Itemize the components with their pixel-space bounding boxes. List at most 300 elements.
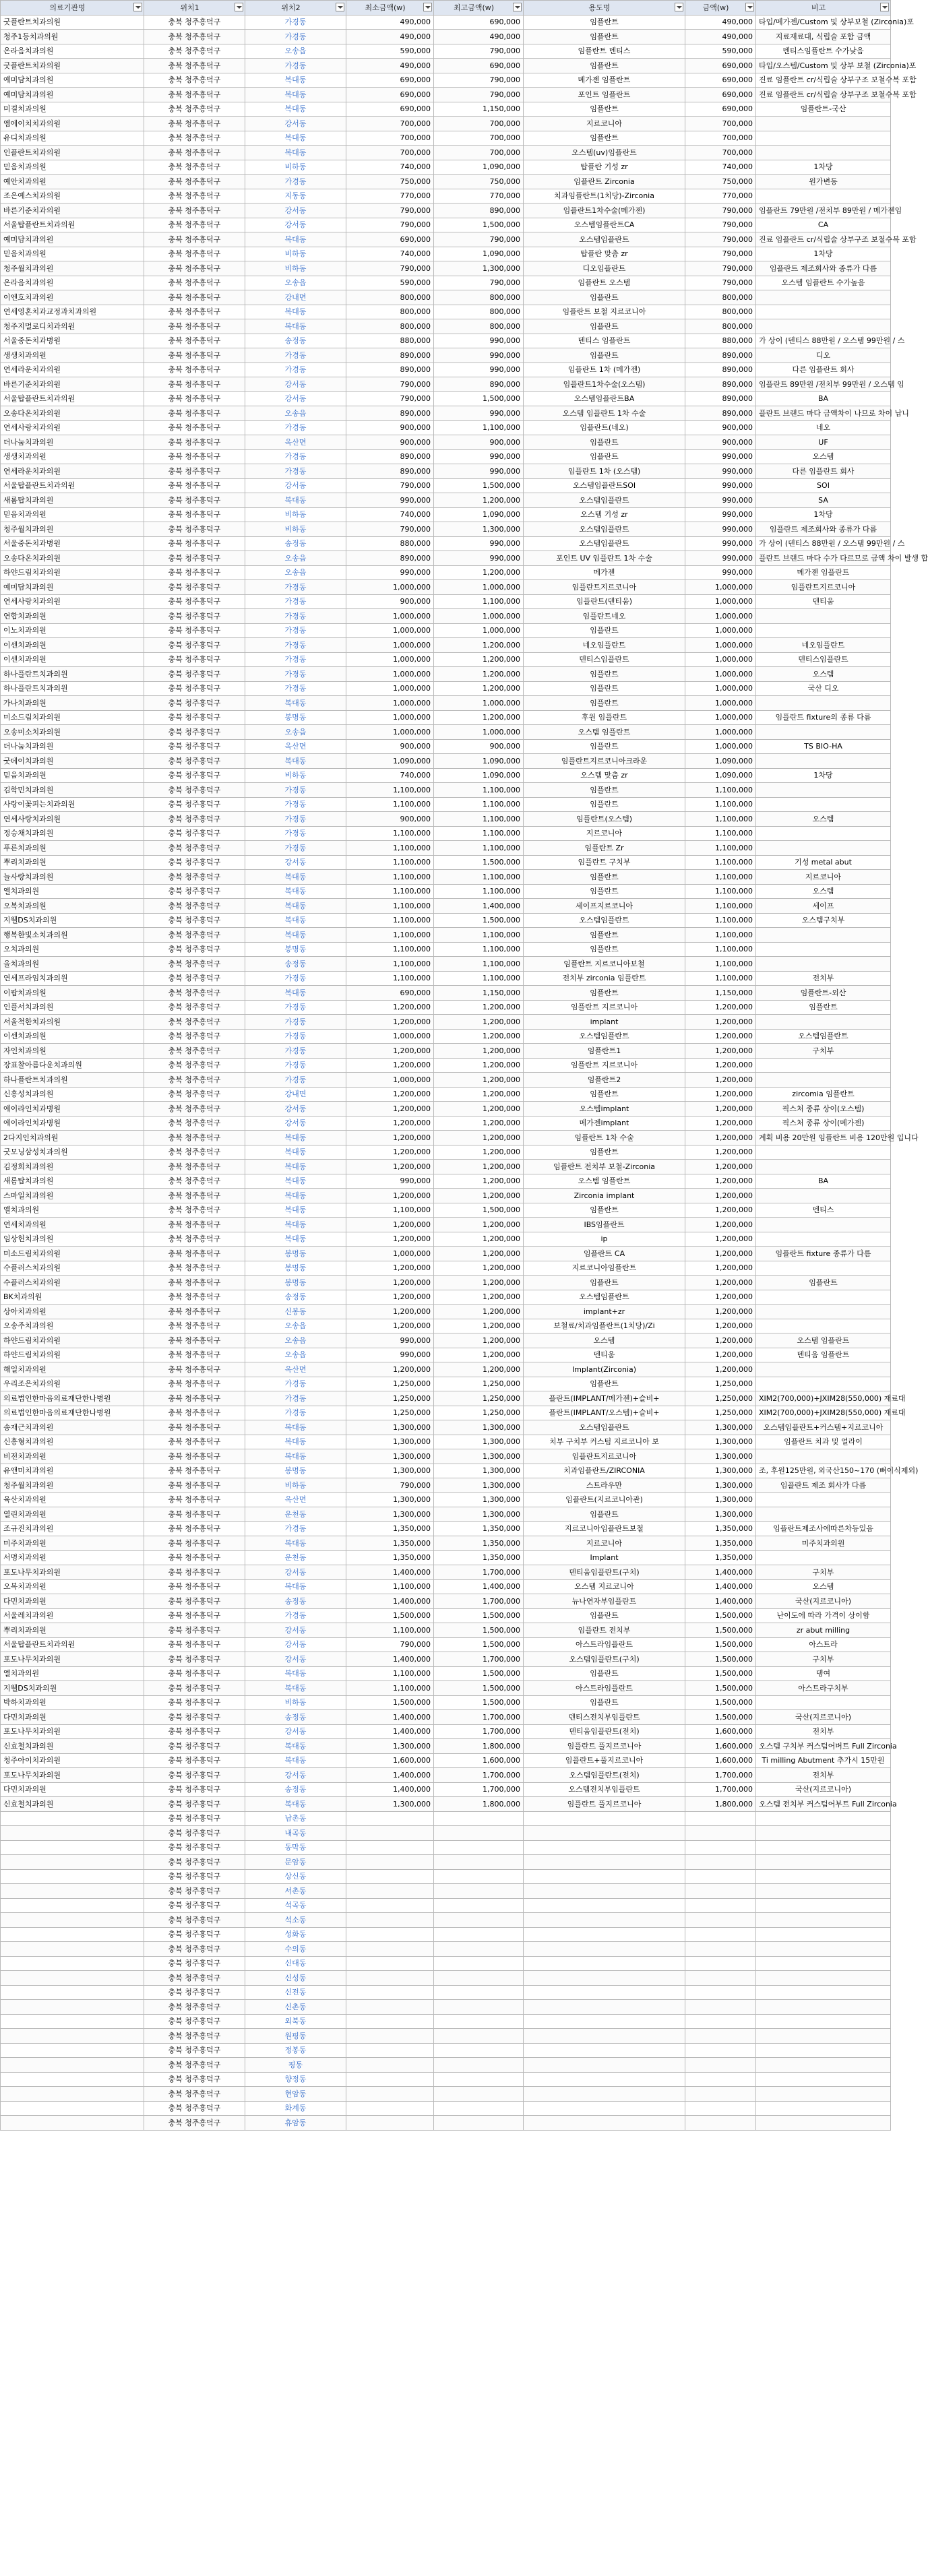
cell-usage[interactable]: 오스템전치부임플란트 — [524, 1782, 685, 1797]
cell-location2[interactable]: 상신동 — [245, 1869, 346, 1884]
cell-location2[interactable]: 강서동 — [245, 478, 346, 493]
cell-max-price[interactable]: 1,100,000 — [434, 812, 524, 827]
cell-max-price[interactable] — [434, 1927, 524, 1942]
cell-max-price[interactable]: 1,400,000 — [434, 899, 524, 914]
cell-location2[interactable]: 복대동 — [245, 754, 346, 769]
cell-location1[interactable]: 충북 청주흥덕구 — [144, 1840, 245, 1855]
cell-max-price[interactable]: 490,000 — [434, 30, 524, 44]
cell-max-price[interactable] — [434, 1840, 524, 1855]
cell-location2[interactable]: 복대동 — [245, 102, 346, 117]
cell-price[interactable]: 1,200,000 — [685, 1261, 756, 1276]
cell-institution[interactable]: 서울탑플란트치과의원 — [1, 478, 144, 493]
cell-location1[interactable]: 충북 청주흥덕구 — [144, 768, 245, 783]
cell-institution[interactable]: 유디치과의원 — [1, 131, 144, 146]
cell-min-price[interactable]: 890,000 — [346, 464, 434, 479]
cell-note[interactable]: 임플란트 치과 및 얼라이 — [756, 1435, 891, 1449]
cell-usage[interactable]: 임플란트 오스템 — [524, 276, 685, 290]
cell-max-price[interactable] — [434, 1956, 524, 1971]
cell-location2[interactable]: 복대동 — [245, 1420, 346, 1435]
cell-location2[interactable]: 평동 — [245, 2058, 346, 2073]
cell-usage[interactable]: 아스트라임플란트 — [524, 1681, 685, 1696]
cell-note[interactable] — [756, 1913, 891, 1928]
cell-usage[interactable]: 뉴나연자부임플란트 — [524, 1594, 685, 1609]
cell-price[interactable]: 1,400,000 — [685, 1565, 756, 1580]
cell-location1[interactable]: 충북 청주흥덕구 — [144, 2000, 245, 2015]
cell-price[interactable] — [685, 2072, 756, 2087]
cell-max-price[interactable]: 1,200,000 — [434, 1000, 524, 1015]
cell-usage[interactable]: 보철료/치과임플란트(1치당)/Zi — [524, 1319, 685, 1333]
cell-price[interactable] — [685, 2043, 756, 2058]
cell-location1[interactable]: 충북 청주흥덕구 — [144, 1189, 245, 1203]
cell-institution[interactable]: 김학민치과의원 — [1, 783, 144, 798]
cell-min-price[interactable]: 1,500,000 — [346, 1695, 434, 1710]
cell-usage[interactable]: 임플란트 — [524, 928, 685, 943]
cell-price[interactable]: 700,000 — [685, 117, 756, 131]
cell-max-price[interactable]: 1,200,000 — [434, 1131, 524, 1145]
cell-location2[interactable]: 강서동 — [245, 1623, 346, 1638]
cell-note[interactable]: 오스템 — [756, 1579, 891, 1594]
cell-location2[interactable]: 복대동 — [245, 493, 346, 508]
cell-max-price[interactable]: 790,000 — [434, 276, 524, 290]
cell-usage[interactable]: 임플란트2 — [524, 1073, 685, 1088]
cell-max-price[interactable]: 1,700,000 — [434, 1594, 524, 1609]
cell-location1[interactable]: 충북 청주흥덕구 — [144, 1913, 245, 1928]
cell-usage[interactable]: 임플란트(지르코니아관) — [524, 1493, 685, 1507]
cell-note[interactable]: 조, 후원125만원, 외국산150~170 (뼈이식제외) — [756, 1464, 891, 1478]
cell-location1[interactable]: 충북 청주흥덕구 — [144, 1478, 245, 1493]
cell-price[interactable]: 1,200,000 — [685, 1319, 756, 1333]
cell-price[interactable]: 1,200,000 — [685, 1102, 756, 1117]
cell-location1[interactable]: 충북 청주흥덕구 — [144, 478, 245, 493]
cell-location2[interactable]: 비하동 — [245, 522, 346, 537]
cell-note[interactable]: zr abut milling — [756, 1623, 891, 1638]
cell-usage[interactable]: 메가젠implant — [524, 1116, 685, 1131]
cell-usage[interactable]: 스트라우만 — [524, 1478, 685, 1493]
cell-price[interactable] — [685, 1942, 756, 1957]
cell-note[interactable]: 전치부 — [756, 1724, 891, 1739]
cell-institution[interactable]: 포도나무치과의원 — [1, 1768, 144, 1783]
cell-min-price[interactable]: 1,090,000 — [346, 754, 434, 769]
cell-institution[interactable]: BK치과의원 — [1, 1290, 144, 1305]
filter-dropdown-icon[interactable] — [336, 3, 344, 11]
cell-institution[interactable]: 새롬탑치과의원 — [1, 1174, 144, 1189]
column-header-min-price[interactable] — [346, 1, 434, 15]
cell-institution[interactable]: 임상헌치과의원 — [1, 1232, 144, 1247]
cell-usage[interactable]: 오스템임플란트 — [524, 232, 685, 247]
cell-location2[interactable]: 복대동 — [245, 1145, 346, 1160]
cell-note[interactable]: 임플란트 89만원 /전치부 99만원 / 오스템 임 — [756, 377, 891, 392]
cell-institution[interactable]: 늘사랑치과의원 — [1, 870, 144, 885]
cell-usage[interactable]: 오스템 지르코니아 — [524, 1579, 685, 1594]
cell-max-price[interactable]: 1,100,000 — [434, 841, 524, 856]
cell-location1[interactable]: 충북 청주흥덕구 — [144, 1594, 245, 1609]
filter-dropdown-icon[interactable] — [513, 3, 522, 11]
cell-min-price[interactable]: 900,000 — [346, 812, 434, 827]
cell-price[interactable]: 1,200,000 — [685, 1160, 756, 1174]
cell-usage[interactable]: 임플란트 — [524, 1203, 685, 1218]
cell-max-price[interactable]: 790,000 — [434, 232, 524, 247]
cell-institution[interactable]: 열린치과의원 — [1, 1507, 144, 1522]
cell-location2[interactable]: 복대동 — [245, 1579, 346, 1594]
cell-usage[interactable]: 치과임플란트(1치당)-Zirconia — [524, 189, 685, 203]
cell-max-price[interactable]: 1,600,000 — [434, 1753, 524, 1768]
cell-min-price[interactable]: 1,200,000 — [346, 1131, 434, 1145]
cell-min-price[interactable]: 1,100,000 — [346, 884, 434, 899]
cell-location1[interactable]: 충북 청주흥덕구 — [144, 884, 245, 899]
cell-institution[interactable]: 스마일치과의원 — [1, 1189, 144, 1203]
cell-location1[interactable]: 충북 청주흥덕구 — [144, 2014, 245, 2029]
cell-price[interactable]: 890,000 — [685, 377, 756, 392]
cell-location2[interactable]: 복대동 — [245, 1681, 346, 1696]
cell-usage[interactable]: 오스템 기성 zr — [524, 507, 685, 522]
cell-note[interactable] — [756, 1971, 891, 1986]
cell-usage[interactable]: 임플란트 1차 (메가젠) — [524, 363, 685, 377]
cell-max-price[interactable] — [434, 1971, 524, 1986]
cell-location1[interactable]: 충북 청주흥덕구 — [144, 1377, 245, 1391]
cell-price[interactable]: 900,000 — [685, 435, 756, 450]
cell-note[interactable]: 원가변동 — [756, 175, 891, 189]
cell-min-price[interactable]: 1,200,000 — [346, 1276, 434, 1290]
cell-institution[interactable]: 이센치과의원 — [1, 638, 144, 653]
cell-usage[interactable] — [524, 1985, 685, 2000]
cell-max-price[interactable]: 1,200,000 — [434, 1044, 524, 1059]
cell-location1[interactable]: 충북 청주흥덕구 — [144, 218, 245, 232]
cell-price[interactable]: 1,000,000 — [685, 594, 756, 609]
cell-min-price[interactable]: 1,100,000 — [346, 1623, 434, 1638]
cell-usage[interactable]: 오스템임플란트 — [524, 493, 685, 508]
cell-price[interactable]: 1,100,000 — [685, 957, 756, 972]
cell-location2[interactable]: 강서동 — [245, 391, 346, 406]
cell-location1[interactable]: 충북 청주흥덕구 — [144, 406, 245, 421]
cell-institution[interactable]: 온라음치과의원 — [1, 276, 144, 290]
cell-max-price[interactable]: 900,000 — [434, 739, 524, 754]
cell-institution[interactable]: 굿플란트치과의원 — [1, 59, 144, 73]
cell-location1[interactable]: 충북 청주흥덕구 — [144, 175, 245, 189]
cell-usage[interactable]: 임플란트 CA — [524, 1247, 685, 1261]
cell-min-price[interactable]: 1,400,000 — [346, 1768, 434, 1783]
cell-max-price[interactable]: 800,000 — [434, 305, 524, 319]
cell-location2[interactable]: 강서동 — [245, 1637, 346, 1652]
cell-location2[interactable]: 복대동 — [245, 986, 346, 1001]
cell-location2[interactable]: 가경동 — [245, 15, 346, 30]
cell-max-price[interactable]: 1,700,000 — [434, 1724, 524, 1739]
cell-note[interactable]: 임플란트 fixture 종류가 다름 — [756, 1247, 891, 1261]
cell-institution[interactable]: 인플서치과의원 — [1, 1000, 144, 1015]
cell-price[interactable]: 740,000 — [685, 160, 756, 175]
cell-price[interactable] — [685, 2014, 756, 2029]
cell-institution[interactable]: 연합치과의원 — [1, 609, 144, 624]
cell-max-price[interactable]: 1,200,000 — [434, 1218, 524, 1232]
cell-price[interactable]: 1,000,000 — [685, 739, 756, 754]
cell-usage[interactable]: 임플란트 지르코니아 — [524, 1000, 685, 1015]
cell-max-price[interactable] — [434, 2000, 524, 2015]
cell-usage[interactable]: 지르코니아임플란트 — [524, 1261, 685, 1276]
cell-note[interactable] — [756, 1232, 891, 1247]
cell-usage[interactable]: 전치부 zirconia 임플란트 — [524, 971, 685, 986]
cell-price[interactable] — [685, 2000, 756, 2015]
cell-institution[interactable]: 예미담치과의원 — [1, 73, 144, 88]
cell-usage[interactable] — [524, 2058, 685, 2073]
cell-max-price[interactable]: 1,500,000 — [434, 478, 524, 493]
cell-max-price[interactable]: 1,700,000 — [434, 1710, 524, 1725]
cell-max-price[interactable]: 1,300,000 — [434, 522, 524, 537]
cell-note[interactable]: 진료 임플란트 cr/식립술 상부구조 보철수복 포함 — [756, 232, 891, 247]
cell-location2[interactable]: 복대동 — [245, 1753, 346, 1768]
cell-note[interactable]: 난이도에 따라 가격이 상이함 — [756, 1608, 891, 1623]
cell-price[interactable]: 890,000 — [685, 406, 756, 421]
cell-price[interactable]: 1,500,000 — [685, 1666, 756, 1681]
cell-min-price[interactable]: 1,100,000 — [346, 957, 434, 972]
cell-max-price[interactable]: 790,000 — [434, 44, 524, 59]
cell-max-price[interactable]: 1,000,000 — [434, 725, 524, 740]
cell-location2[interactable]: 화계동 — [245, 2101, 346, 2116]
cell-location2[interactable]: 신대동 — [245, 1956, 346, 1971]
cell-institution[interactable]: 지웰DS치과의원 — [1, 913, 144, 928]
cell-note[interactable]: 구치부 — [756, 1565, 891, 1580]
cell-location1[interactable]: 충북 청주흥덕구 — [144, 2116, 245, 2131]
cell-location1[interactable]: 충북 청주흥덕구 — [144, 2043, 245, 2058]
cell-min-price[interactable]: 890,000 — [346, 406, 434, 421]
cell-location1[interactable]: 충북 청주흥덕구 — [144, 913, 245, 928]
cell-usage[interactable]: 덴티움임플란트(구치) — [524, 1565, 685, 1580]
cell-usage[interactable]: 임플란트 — [524, 797, 685, 812]
cell-min-price[interactable]: 1,100,000 — [346, 928, 434, 943]
cell-location2[interactable]: 복대동 — [245, 1435, 346, 1449]
cell-min-price[interactable]: 1,300,000 — [346, 1739, 434, 1754]
cell-institution[interactable]: 김정희치과의원 — [1, 1160, 144, 1174]
cell-max-price[interactable]: 1,100,000 — [434, 783, 524, 798]
cell-max-price[interactable] — [434, 1855, 524, 1870]
cell-min-price[interactable]: 690,000 — [346, 88, 434, 102]
cell-min-price[interactable]: 1,200,000 — [346, 1189, 434, 1203]
cell-location2[interactable]: 가경동 — [245, 681, 346, 696]
cell-price[interactable]: 1,100,000 — [685, 797, 756, 812]
cell-location2[interactable]: 가경동 — [245, 1391, 346, 1406]
cell-location2[interactable]: 옥산면 — [245, 739, 346, 754]
cell-max-price[interactable] — [434, 1869, 524, 1884]
cell-institution[interactable]: 믿음치과의원 — [1, 768, 144, 783]
cell-usage[interactable]: 오스템임플란트 — [524, 913, 685, 928]
cell-max-price[interactable]: 1,200,000 — [434, 1290, 524, 1305]
cell-location2[interactable]: 가경동 — [245, 638, 346, 653]
cell-price[interactable]: 1,200,000 — [685, 1087, 756, 1102]
cell-location1[interactable]: 충북 청주흥덕구 — [144, 855, 245, 870]
cell-institution[interactable] — [1, 1927, 144, 1942]
cell-institution[interactable]: 정승채치과의원 — [1, 826, 144, 841]
cell-price[interactable]: 1,200,000 — [685, 1348, 756, 1362]
cell-usage[interactable]: 임플란트지르코니아 — [524, 580, 685, 595]
cell-note[interactable] — [756, 797, 891, 812]
cell-max-price[interactable]: 1,300,000 — [434, 1507, 524, 1522]
cell-note[interactable]: 지르코니아 — [756, 870, 891, 885]
cell-note[interactable] — [756, 1826, 891, 1841]
cell-max-price[interactable]: 1,250,000 — [434, 1406, 524, 1420]
cell-min-price[interactable]: 1,200,000 — [346, 1116, 434, 1131]
cell-max-price[interactable]: 1,300,000 — [434, 261, 524, 276]
cell-note[interactable]: 국산 디오 — [756, 681, 891, 696]
cell-location2[interactable]: 복대동 — [245, 232, 346, 247]
cell-price[interactable]: 1,090,000 — [685, 754, 756, 769]
cell-max-price[interactable]: 1,200,000 — [434, 1058, 524, 1073]
cell-note[interactable]: 다른 임플란트 회사 — [756, 363, 891, 377]
cell-location1[interactable]: 충북 청주흥덕구 — [144, 1710, 245, 1725]
cell-price[interactable]: 1,200,000 — [685, 1058, 756, 1073]
cell-min-price[interactable]: 800,000 — [346, 319, 434, 334]
cell-institution[interactable]: 연세사랑치과의원 — [1, 812, 144, 827]
cell-note[interactable]: 네오 — [756, 420, 891, 435]
cell-note[interactable] — [756, 1507, 891, 1522]
cell-institution[interactable] — [1, 1942, 144, 1957]
cell-price[interactable] — [685, 2029, 756, 2044]
cell-note[interactable] — [756, 1218, 891, 1232]
cell-note[interactable] — [756, 1985, 891, 2000]
cell-max-price[interactable]: 700,000 — [434, 146, 524, 160]
cell-location2[interactable]: 가경동 — [245, 594, 346, 609]
cell-location1[interactable]: 충북 청주흥덕구 — [144, 160, 245, 175]
cell-usage[interactable]: 디오임플란트 — [524, 261, 685, 276]
cell-max-price[interactable]: 1,700,000 — [434, 1768, 524, 1783]
cell-note[interactable] — [756, 826, 891, 841]
cell-institution[interactable]: 뿌리치과의원 — [1, 855, 144, 870]
cell-min-price[interactable]: 890,000 — [346, 449, 434, 464]
cell-location2[interactable]: 동막동 — [245, 1840, 346, 1855]
cell-price[interactable]: 1,200,000 — [685, 1305, 756, 1319]
cell-usage[interactable]: 임플란트 — [524, 623, 685, 638]
cell-usage[interactable]: 네오임플란트 — [524, 638, 685, 653]
cell-location1[interactable]: 충북 청주흥덕구 — [144, 1087, 245, 1102]
cell-location1[interactable]: 충북 청주흥덕구 — [144, 1406, 245, 1420]
cell-note[interactable]: 임플란트 79만원 /전치부 89만원 / 메가젠임 — [756, 203, 891, 218]
cell-location2[interactable]: 오송읍 — [245, 1348, 346, 1362]
cell-institution[interactable]: 포도나무치과의원 — [1, 1565, 144, 1580]
cell-usage[interactable]: 임플란트 보철 지르코니아 — [524, 305, 685, 319]
cell-location1[interactable]: 충북 청주흥덕구 — [144, 522, 245, 537]
cell-max-price[interactable]: 1,100,000 — [434, 928, 524, 943]
cell-usage[interactable] — [524, 2029, 685, 2044]
column-header-note[interactable] — [756, 1, 891, 15]
cell-max-price[interactable]: 1,500,000 — [434, 391, 524, 406]
cell-price[interactable] — [685, 2101, 756, 2116]
cell-min-price[interactable]: 1,200,000 — [346, 1087, 434, 1102]
cell-location2[interactable]: 강서동 — [245, 1652, 346, 1667]
cell-location1[interactable]: 충북 청주흥덕구 — [144, 2029, 245, 2044]
cell-location1[interactable]: 충북 청주흥덕구 — [144, 1435, 245, 1449]
cell-note[interactable]: 임플란트 제조회사와 종류가 다름 — [756, 522, 891, 537]
cell-usage[interactable] — [524, 2116, 685, 2131]
cell-location2[interactable]: 신전동 — [245, 1985, 346, 2000]
cell-note[interactable] — [756, 1449, 891, 1464]
cell-institution[interactable] — [1, 1971, 144, 1986]
cell-institution[interactable]: 청주월치과의원 — [1, 522, 144, 537]
cell-price[interactable]: 990,000 — [685, 522, 756, 537]
cell-institution[interactable]: 청주1등치과의원 — [1, 30, 144, 44]
cell-price[interactable]: 1,100,000 — [685, 826, 756, 841]
cell-location1[interactable]: 충북 청주흥덕구 — [144, 1116, 245, 1131]
cell-note[interactable]: 임플란트지르코니아 — [756, 580, 891, 595]
cell-location2[interactable]: 오송읍 — [245, 1319, 346, 1333]
cell-institution[interactable]: 푸른치과의원 — [1, 841, 144, 856]
cell-note[interactable] — [756, 290, 891, 305]
cell-note[interactable]: 픽스처 종류 상이(오스템) — [756, 1102, 891, 1117]
cell-usage[interactable]: 임플란트지르코니아 — [524, 1449, 685, 1464]
cell-usage[interactable]: 임플란트 — [524, 870, 685, 885]
filter-dropdown-icon[interactable] — [133, 3, 142, 11]
cell-min-price[interactable]: 490,000 — [346, 59, 434, 73]
cell-location1[interactable]: 충북 청주흥덕구 — [144, 1811, 245, 1826]
cell-institution[interactable]: 예안치과의원 — [1, 175, 144, 189]
cell-location1[interactable]: 충북 청주흥덕구 — [144, 1333, 245, 1348]
cell-price[interactable]: 750,000 — [685, 175, 756, 189]
cell-location1[interactable]: 충북 청주흥덕구 — [144, 1073, 245, 1088]
cell-location2[interactable]: 복대동 — [245, 1131, 346, 1145]
cell-price[interactable]: 1,000,000 — [685, 696, 756, 711]
cell-usage[interactable] — [524, 1840, 685, 1855]
cell-max-price[interactable]: 1,200,000 — [434, 1319, 524, 1333]
cell-min-price[interactable]: 1,000,000 — [346, 725, 434, 740]
cell-location1[interactable]: 충북 청주흥덕구 — [144, 1276, 245, 1290]
cell-institution[interactable]: 행복한빛소치과의원 — [1, 928, 144, 943]
cell-location1[interactable]: 충북 청주흥덕구 — [144, 536, 245, 551]
cell-note[interactable]: 구치부 — [756, 1652, 891, 1667]
cell-institution[interactable]: 바른기준치과의원 — [1, 203, 144, 218]
cell-max-price[interactable]: 690,000 — [434, 59, 524, 73]
cell-location1[interactable]: 충북 청주흥덕구 — [144, 1160, 245, 1174]
cell-price[interactable]: 1,500,000 — [685, 1608, 756, 1623]
cell-min-price[interactable]: 1,100,000 — [346, 870, 434, 885]
cell-location2[interactable]: 송정동 — [245, 1594, 346, 1609]
cell-max-price[interactable]: 700,000 — [434, 117, 524, 131]
cell-location2[interactable]: 봉명동 — [245, 1464, 346, 1478]
column-header-usage[interactable] — [524, 1, 685, 15]
cell-location1[interactable]: 충북 청주흥덕구 — [144, 146, 245, 160]
cell-price[interactable]: 1,500,000 — [685, 1695, 756, 1710]
cell-location1[interactable]: 충북 청주흥덕구 — [144, 1666, 245, 1681]
cell-max-price[interactable]: 790,000 — [434, 88, 524, 102]
cell-note[interactable]: 임플란트 제조 회사가 다름 — [756, 1478, 891, 1493]
cell-max-price[interactable]: 1,100,000 — [434, 870, 524, 885]
cell-note[interactable]: 메가젠 임플란트 — [756, 565, 891, 580]
cell-location1[interactable]: 충북 청주흥덕구 — [144, 783, 245, 798]
cell-price[interactable]: 1,200,000 — [685, 1174, 756, 1189]
cell-price[interactable]: 1,200,000 — [685, 1203, 756, 1218]
cell-location2[interactable]: 지동동 — [245, 189, 346, 203]
cell-min-price[interactable] — [346, 1913, 434, 1928]
cell-institution[interactable]: 하얀드림치과의원 — [1, 1333, 144, 1348]
cell-min-price[interactable] — [346, 1840, 434, 1855]
cell-institution[interactable]: 서울레치과의원 — [1, 1608, 144, 1623]
cell-max-price[interactable]: 1,150,000 — [434, 102, 524, 117]
cell-note[interactable]: 오스템 구치부 커스텀어버트 Full Zirconia — [756, 1739, 891, 1754]
cell-max-price[interactable]: 1,200,000 — [434, 1073, 524, 1088]
cell-min-price[interactable]: 1,200,000 — [346, 1102, 434, 1117]
cell-usage[interactable]: 포인트 임플란트 — [524, 88, 685, 102]
cell-institution[interactable]: 우리조은치과의원 — [1, 1377, 144, 1391]
cell-location2[interactable]: 가경동 — [245, 1521, 346, 1536]
cell-usage[interactable]: 임플란트 Zr — [524, 841, 685, 856]
cell-institution[interactable]: 엘치과의원 — [1, 884, 144, 899]
cell-max-price[interactable]: 890,000 — [434, 203, 524, 218]
cell-usage[interactable]: 덴티스 임플란트 — [524, 334, 685, 348]
cell-max-price[interactable]: 1,200,000 — [434, 667, 524, 682]
cell-location1[interactable]: 충북 청주흥덕구 — [144, 493, 245, 508]
cell-note[interactable]: 임플란트 — [756, 1276, 891, 1290]
cell-location1[interactable]: 충북 청주흥덕구 — [144, 1305, 245, 1319]
cell-price[interactable]: 990,000 — [685, 478, 756, 493]
cell-location2[interactable]: 수의동 — [245, 1942, 346, 1957]
cell-price[interactable] — [685, 1898, 756, 1913]
cell-min-price[interactable]: 1,000,000 — [346, 609, 434, 624]
cell-usage[interactable]: 임플란트 — [524, 1507, 685, 1522]
